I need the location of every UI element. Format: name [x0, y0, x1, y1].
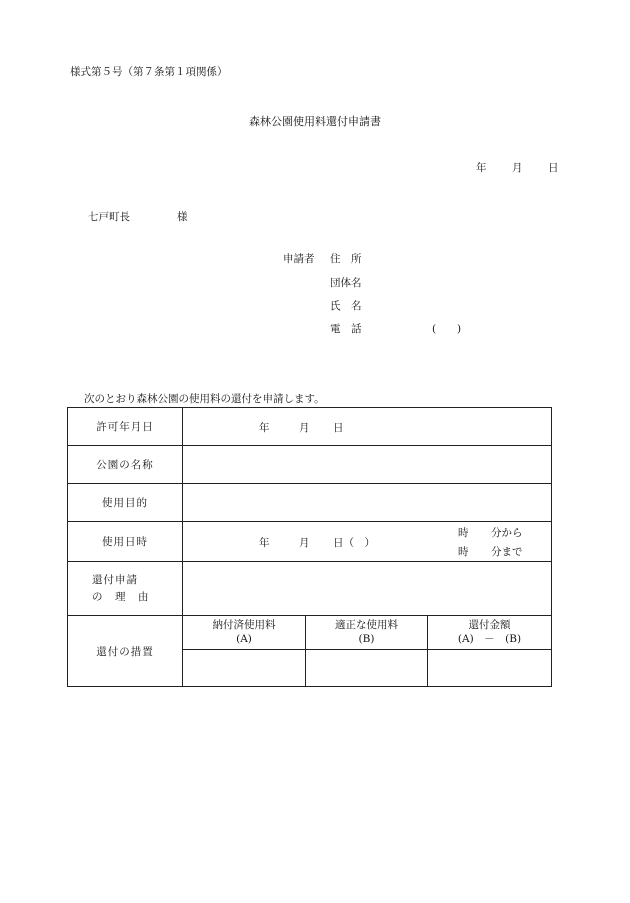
addressee-name: 七戸町長 [88, 211, 130, 223]
date-month-label: 月 [512, 162, 523, 174]
refund-reason-label [68, 562, 183, 616]
refund-amount-line1: 還付金額 [468, 618, 511, 631]
paid-fee-line1: 納付済使用料 [212, 618, 276, 631]
refund-reason-label-line1: 還付申請 [92, 573, 138, 586]
use-datetime-label: 使用日時 [68, 522, 183, 562]
use-datetime-value [183, 522, 552, 562]
col-refund-amount-header [428, 616, 552, 650]
use-month-label: 月 [299, 537, 310, 549]
purpose-label: 使用目的 [68, 484, 183, 522]
proper-fee-line1: 適正な使用料 [335, 618, 398, 631]
phone-paren-open: ( [432, 323, 437, 335]
paid-fee-line2: (A) [236, 632, 252, 645]
application-table [67, 407, 552, 687]
use-start-hour-label: 時 [458, 527, 469, 539]
proper-fee-line2: (B) [358, 632, 375, 645]
date-day-label: 日 [548, 162, 559, 174]
phone-paren-close: ) [457, 323, 462, 335]
permit-month-label: 月 [299, 422, 310, 434]
park-name-label: 公園の名称 [68, 446, 183, 484]
use-start-minute-from-label: 分から [491, 527, 523, 539]
document-title: 森林公園使用料還付申請書 [249, 115, 381, 128]
park-name-value[interactable] [183, 446, 552, 484]
refund-amount-line2: (A) － (B) [457, 632, 522, 645]
permit-year-label: 年 [259, 422, 270, 434]
table-row [68, 616, 552, 650]
refund-amount-value[interactable] [428, 650, 552, 687]
permit-day-label: 日 [333, 422, 344, 434]
applicant-phone-label: 電 話 [330, 323, 362, 335]
applicant-name-label: 氏 名 [330, 300, 362, 312]
table-row [68, 484, 552, 522]
refund-reason-label-line2: の 理 由 [92, 590, 150, 603]
col-paid-fee-header [183, 616, 306, 650]
table-row [68, 446, 552, 484]
applicant-organization-label: 団体名 [330, 277, 362, 289]
applicant-label: 申請者 [283, 253, 315, 265]
intro-text: 次のとおり森林公園の使用料の還付を申請します。 [84, 393, 325, 405]
table-row [68, 562, 552, 616]
permit-date-value [183, 408, 552, 446]
use-end-hour-label: 時 [458, 546, 469, 558]
use-end-minute-until-label: 分まで [491, 546, 523, 558]
table-row [68, 408, 552, 446]
refund-reason-value[interactable] [183, 562, 552, 616]
col-proper-fee-header [306, 616, 428, 650]
purpose-value[interactable] [183, 484, 552, 522]
proper-fee-value[interactable] [306, 650, 428, 687]
table-row [68, 522, 552, 562]
use-year-label: 年 [259, 537, 270, 549]
refund-measure-label: 還付の措置 [68, 616, 183, 687]
form-number: 様式第５号（第７条第１項関係） [70, 66, 228, 78]
addressee-honorific: 様 [177, 211, 188, 223]
permit-date-label: 許可年月日 [68, 408, 183, 446]
applicant-address-label: 住 所 [330, 253, 362, 265]
use-day-weekday-label: 日（ ） [333, 537, 375, 549]
paid-fee-value[interactable] [183, 650, 306, 687]
date-year-label: 年 [476, 162, 487, 174]
